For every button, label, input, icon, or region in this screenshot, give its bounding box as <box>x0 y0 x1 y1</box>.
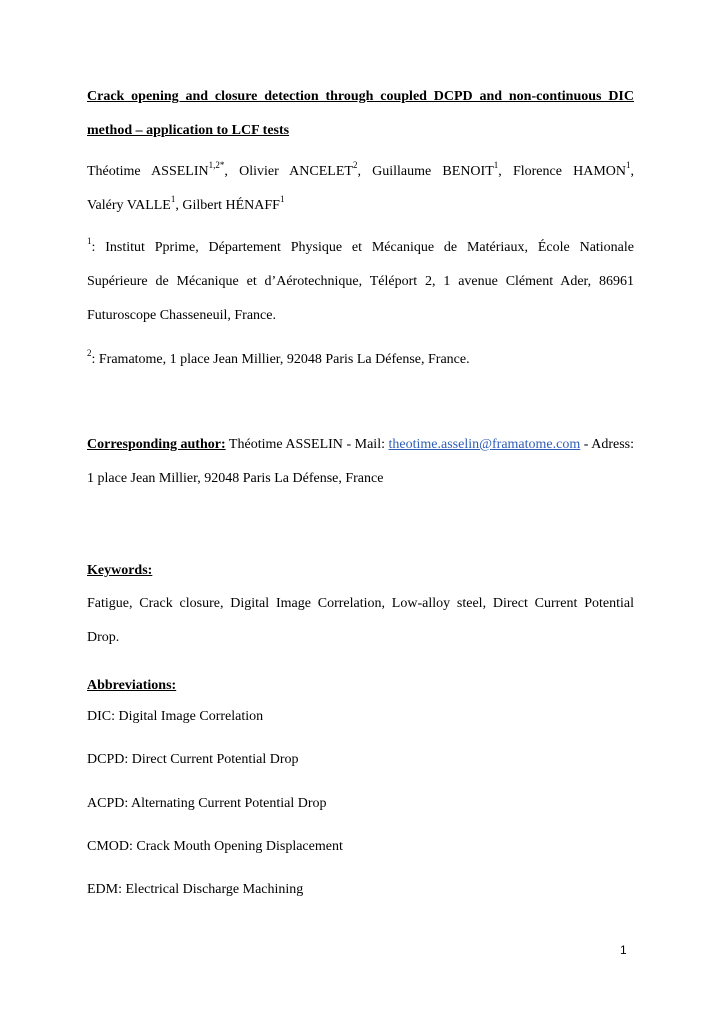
authors-line-2: Valéry VALLE$^1$, Gilbert HÉNAFF$^1$ <box>87 194 285 213</box>
affiliation-2 <box>87 350 470 370</box>
author-name: Gilbert HÉNAFF <box>182 198 280 213</box>
title-line-2: method – application to LCF tests <box>87 123 290 138</box>
abbreviation-item: EDM: Electrical Discharge Machining <box>87 882 304 897</box>
keywords-text: Fatigue, Crack closure, Digital Image Correlation, Low-alloy steel, Direct Current Potential Drop. <box>87 596 634 645</box>
abbreviation-item: CMOD: Crack Mouth Opening Displacement <box>87 839 343 854</box>
author-affiliation-mark: 2 <box>352 160 358 171</box>
title-line-1: Crack opening and closure detection through coupled DCPD and non-continuous DIC <box>87 89 634 104</box>
abbreviations-heading: Abbreviations: <box>87 678 177 693</box>
author-affiliation-mark: 1,2* <box>208 160 225 171</box>
affiliation-mark: 2 <box>87 348 92 359</box>
author-name: Guillaume BENOIT <box>372 164 494 179</box>
affiliation-1 <box>87 231 634 333</box>
author-name: Olivier ANCELET <box>239 164 353 179</box>
affiliation-text: : Framatome, 1 place Jean Millier, 92048 Paris La Défense, France. <box>91 352 470 367</box>
corresponding-address: - Adress: 1 place Jean Millier, 92048 Paris La Défense, France <box>87 437 634 486</box>
author-affiliation-mark: 1 <box>279 194 285 205</box>
affiliation-mark: 1 <box>87 236 92 247</box>
abbreviation-item: DIC: Digital Image Correlation <box>87 709 264 724</box>
email-link[interactable]: theotime.asselin@framatome.com <box>388 437 581 452</box>
corresponding-author-text: Théotime ASSELIN - Mail: <box>225 437 389 452</box>
abbreviation-item: ACPD: Alternating Current Potential Drop <box>87 796 327 811</box>
abbreviation-item: DCPD: Direct Current Potential Drop <box>87 752 299 767</box>
author-name: Théotime ASSELIN <box>87 164 209 179</box>
author-affiliation-mark: 1 <box>626 160 631 171</box>
keywords-heading: Keywords: <box>87 563 153 578</box>
author-affiliation-mark: 1 <box>170 194 176 205</box>
author-name: Florence HAMON <box>512 164 627 179</box>
author-name: Valéry VALLE <box>87 198 171 213</box>
corresponding-author <box>87 428 634 496</box>
authors-line-1: Théotime $ASSELIN^{1,2*}$, Olivier ANCELET$^2$, Guillaume BENOIT$^1$, Florence HAMON$^1$, <box>87 160 635 179</box>
page-number: 1 <box>620 943 627 957</box>
author-affiliation-mark: 1 <box>493 160 499 171</box>
affiliation-text: : Institut Pprime, Département Physique et Mécanique de Matériaux, École Nationale Supérieure de Mécanique et d’Aérotechnique, Téléport 2, 1 avenue Clément Ader, 86961 Futuroscope Chasseneuil, France. <box>87 240 634 323</box>
corresponding-author-label: Corresponding author: <box>87 437 226 452</box>
